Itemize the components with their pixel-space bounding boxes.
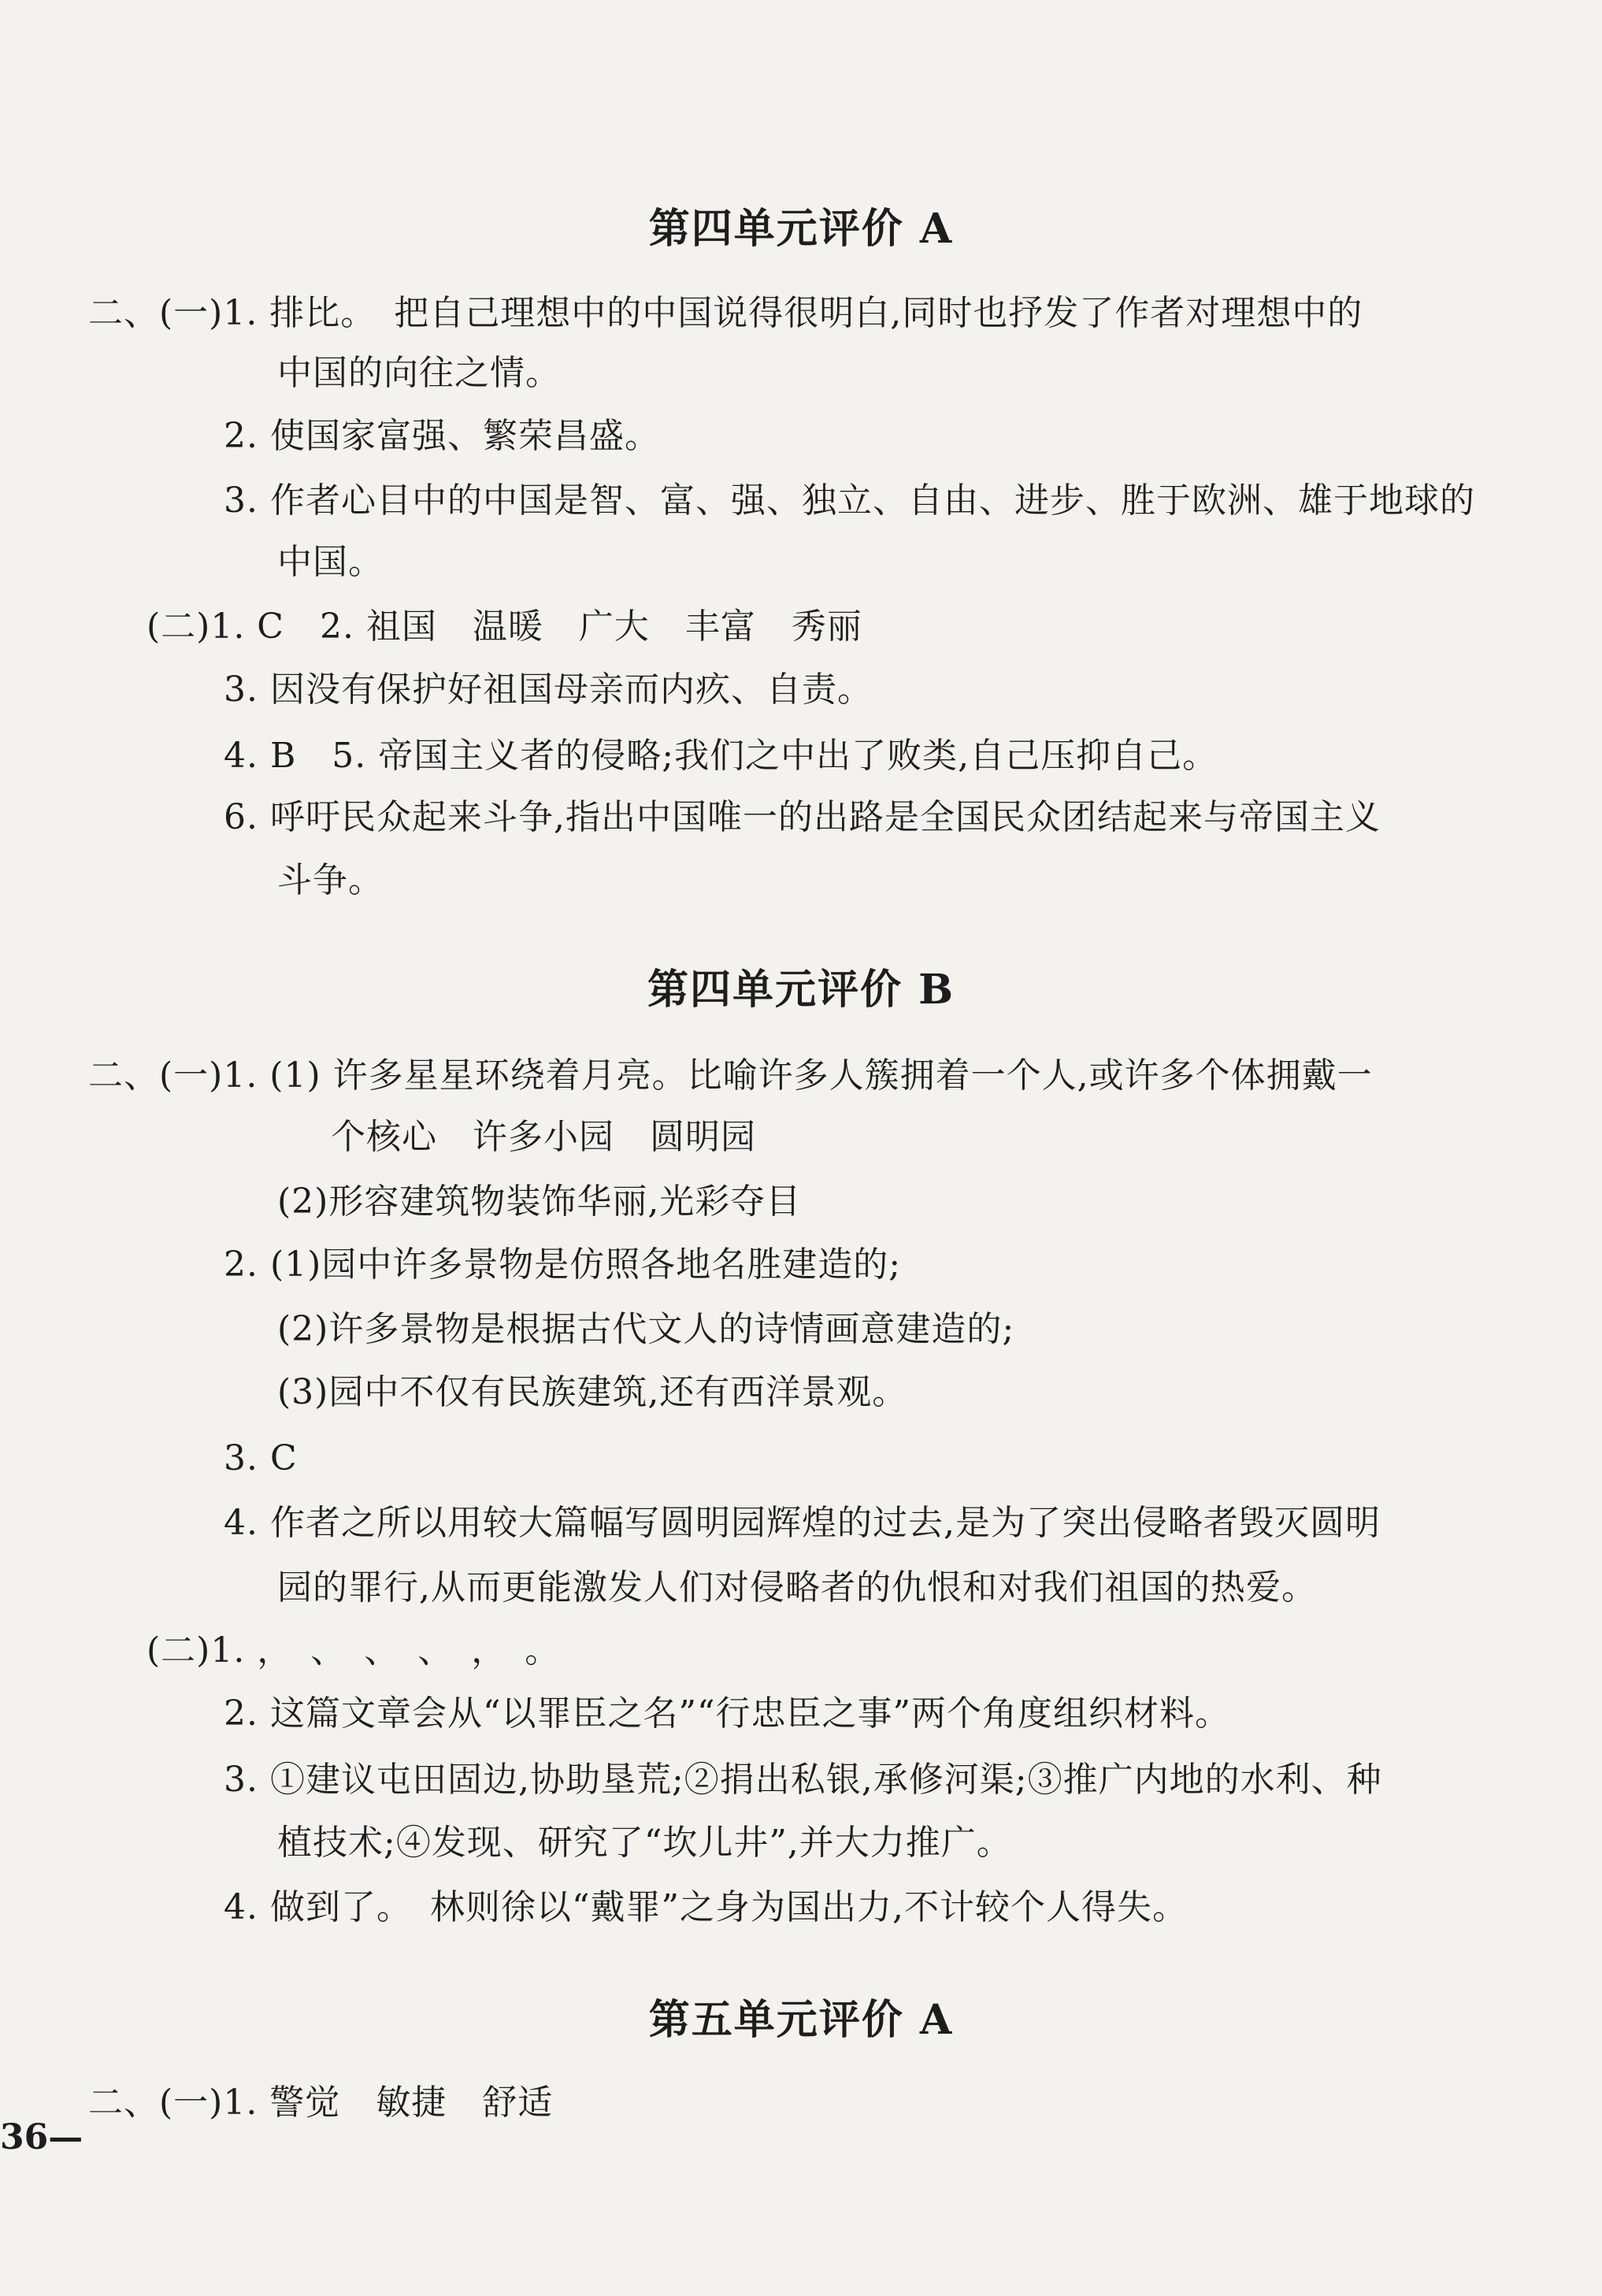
answer-line: 4. 做到了。 林则徐以“戴罪”之身为国出力,不计较个人得失。: [224, 1887, 1188, 1927]
answer-line: 个核心 许多小园 圆明园: [331, 1117, 756, 1157]
answer-line: (3)园中不仅有民族建筑,还有西洋景观。: [277, 1372, 908, 1412]
answer-line: 3. ①建议屯田固边,协助垦荒;②捐出私银,承修河渠;③推广内地的水利、种: [224, 1760, 1382, 1800]
answer-line: 中国的向往之情。: [277, 353, 561, 393]
answer-line: (二)1. ， 、 、 、 ， 。: [146, 1630, 561, 1671]
answer-line: 2. (1)园中许多景物是仿照各地名胜建造的;: [224, 1244, 902, 1285]
answer-line: 6. 呼吁民众起来斗争,指出中国唯一的出路是全国民众团结起来与帝国主义: [224, 797, 1381, 837]
answer-line: 3. 因没有保护好祖国母亲而内疚、自责。: [224, 670, 873, 710]
answer-line: 植技术;④发现、研究了“坎儿井”,并大力推广。: [277, 1823, 1012, 1863]
answer-line: 二、(一)1. (1) 许多星星环绕着月亮。比喻许多人簇拥着一个人,或许多个体拥戴一: [88, 1055, 1373, 1096]
answer-line: 二、(一)1. 排比。 把自己理想中的中国说得很明白,同时也抒发了作者对理想中的: [88, 293, 1363, 333]
section-title: 第五单元评价 A: [648, 1996, 954, 2044]
answer-line: 4. B 5. 帝国主义者的侵略;我们之中出了败类,自己压抑自己。: [224, 736, 1218, 776]
section-title: 第四单元评价 B: [647, 966, 955, 1014]
answer-line: 二、(一)1. 警觉 敏捷 舒适: [88, 2083, 554, 2123]
answer-line: 斗争。: [277, 860, 384, 900]
answer-line: 园的罪行,从而更能激发人们对侵略者的仇恨和对我们祖国的热爱。: [277, 1567, 1317, 1608]
answer-line: (2)形容建筑物装饰华丽,光彩夺目: [277, 1181, 802, 1222]
answer-line: 2. 这篇文章会从“以罪臣之名”“行忠臣之事”两个角度组织材料。: [224, 1693, 1230, 1734]
section-title: 第四单元评价 A: [648, 205, 954, 253]
answer-line: 4. 作者之所以用较大篇幅写圆明园辉煌的过去,是为了突出侵略者毁灭圆明: [224, 1503, 1381, 1543]
answer-line: (2)许多景物是根据古代文人的诗情画意建造的;: [277, 1309, 1015, 1349]
answer-line: 2. 使国家富强、繁荣昌盛。: [224, 416, 660, 456]
answer-line: 中国。: [277, 542, 384, 582]
page-number: 36—: [0, 2117, 83, 2157]
answer-line: (二)1. C 2. 祖国 温暖 广大 丰富 秀丽: [146, 606, 862, 647]
answer-line: 3. C: [224, 1438, 298, 1478]
answer-line: 3. 作者心目中的中国是智、富、强、独立、自由、进步、胜于欧洲、雄于地球的: [224, 480, 1475, 521]
